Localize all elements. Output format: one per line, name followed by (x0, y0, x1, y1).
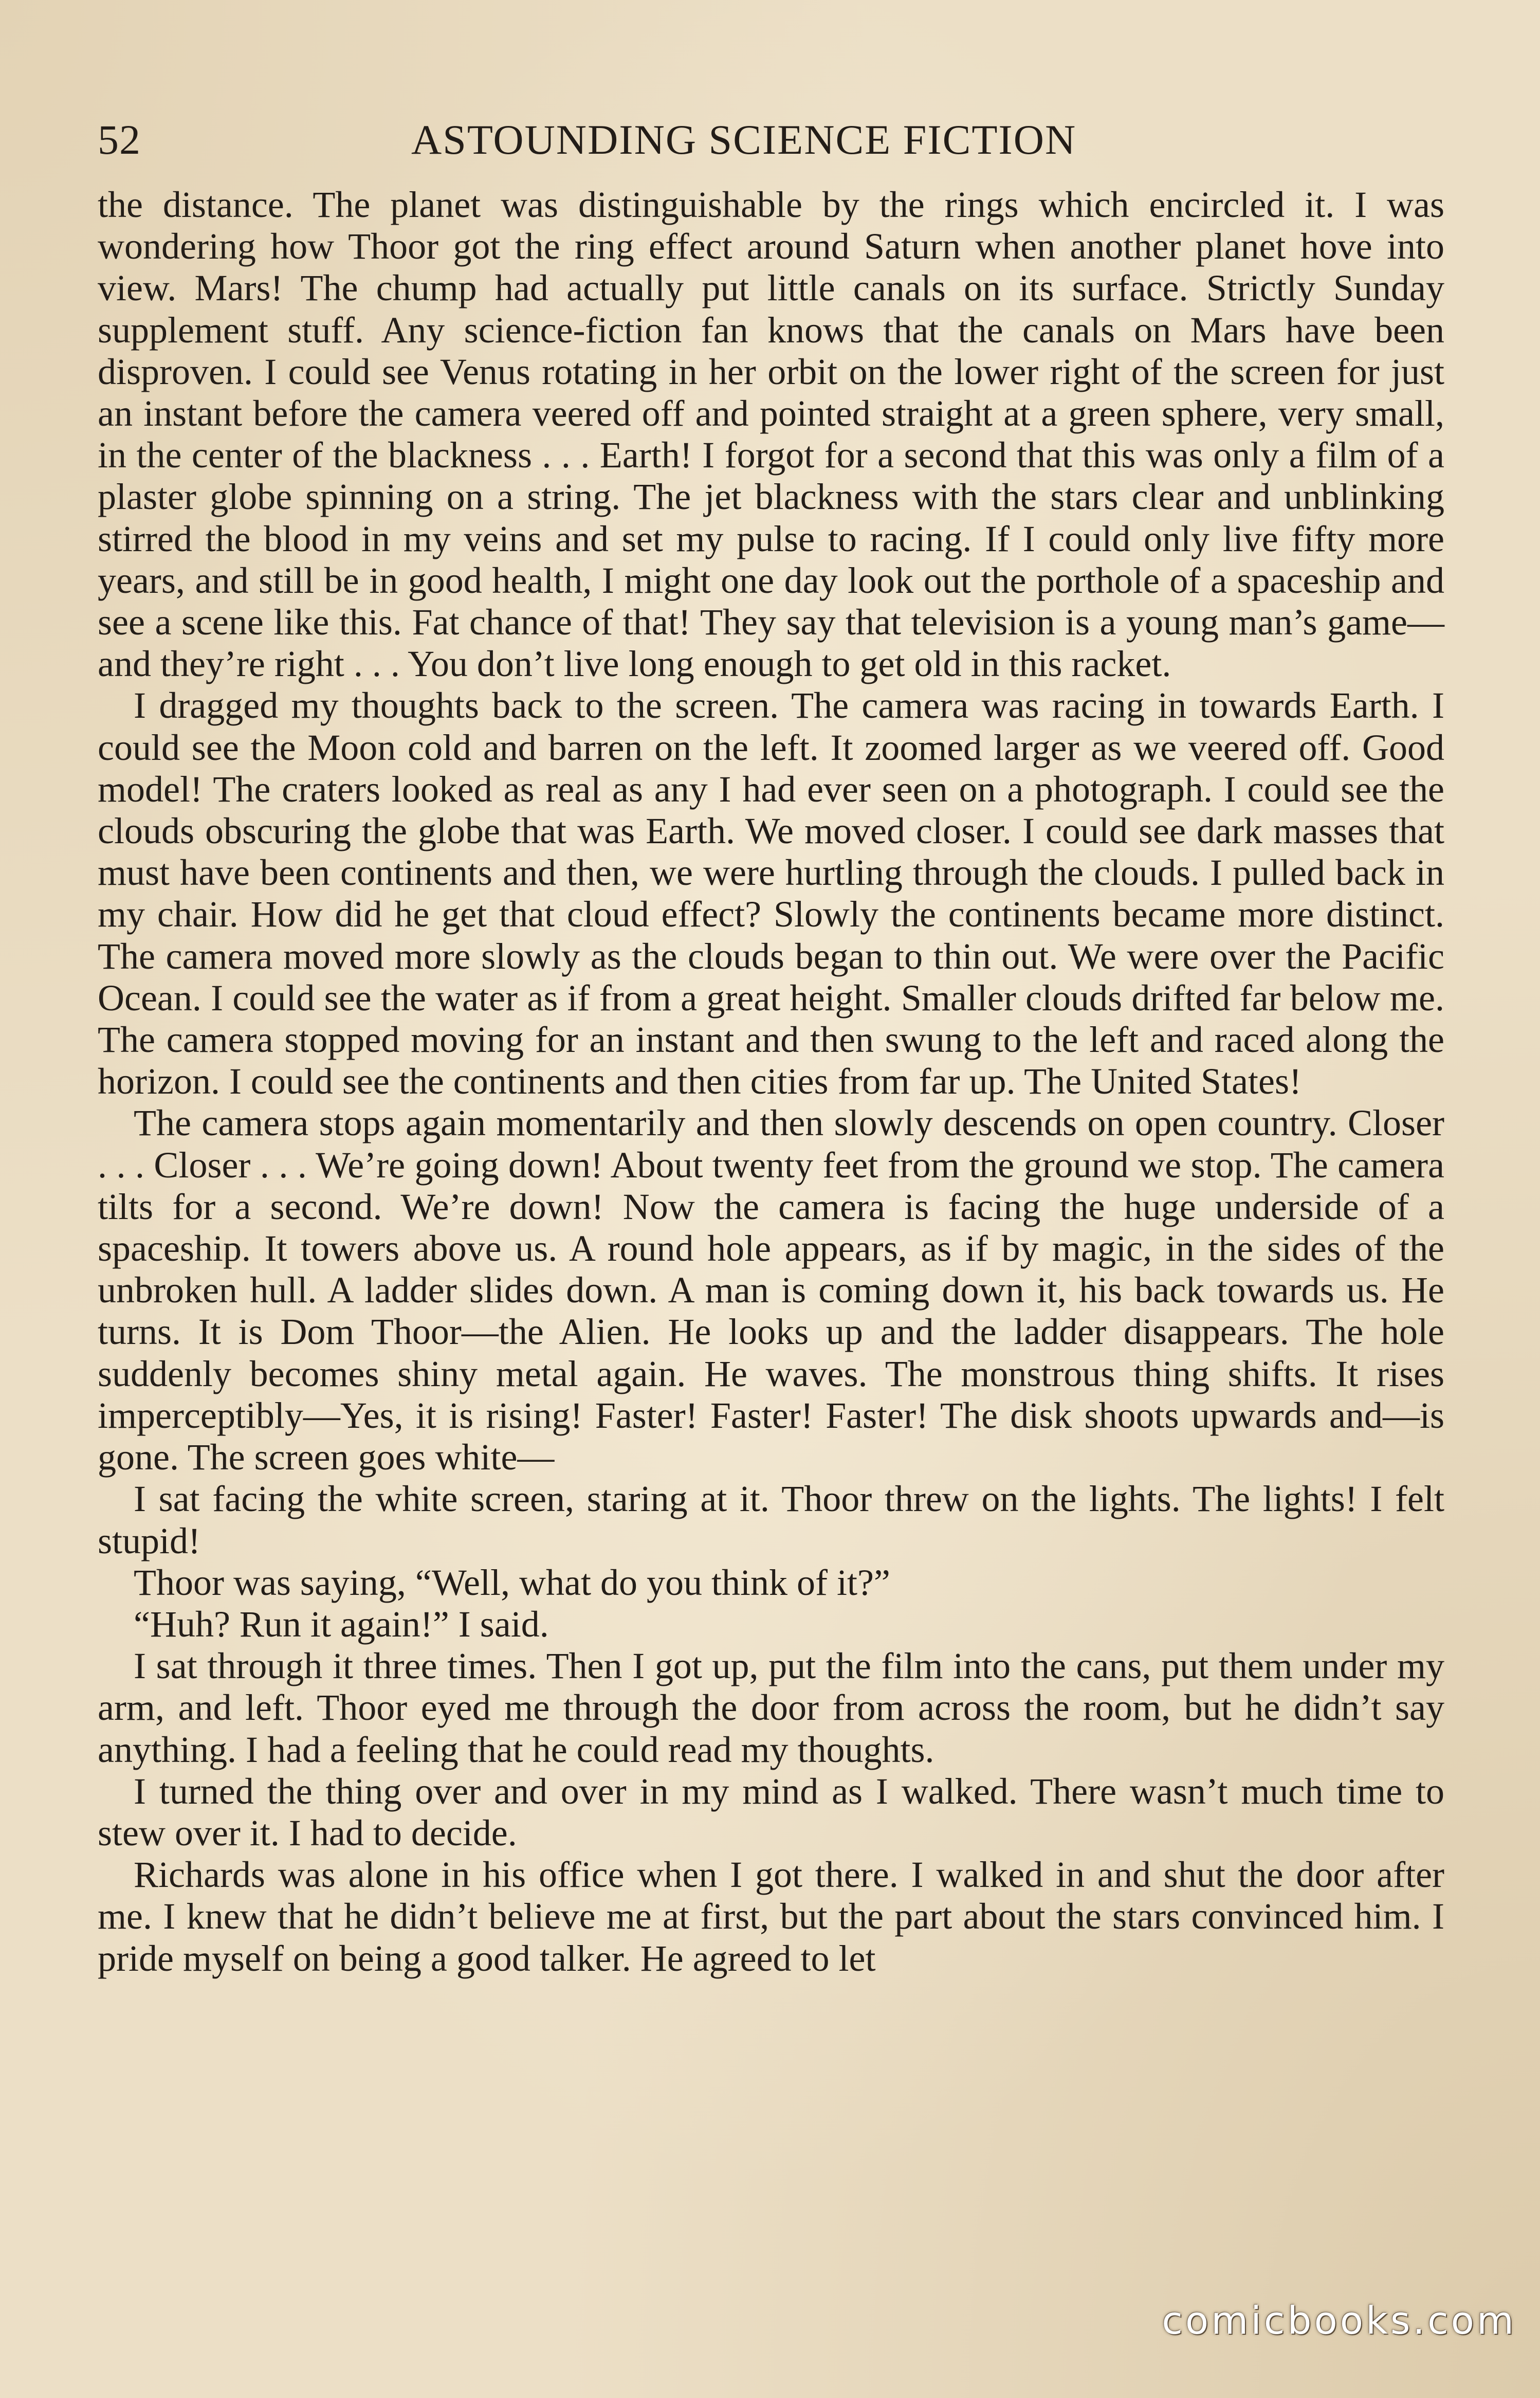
paragraph: Thoor was saying, “Well, what do you think of it?” (134, 1561, 890, 1603)
paragraph: I dragged my thoughts back to the screen. The camera was racing in towards Earth. I could see the Moon cold and barren on the left. It zoomed larger as we veered off. Good model! The craters looked as real as any I had ever seen on a photograph. I could see the clouds obscuring the globe that was Earth. We moved closer. I could see dark masses that must have been continents and then, we were hurtling through the clouds. I pulled back in my chair. How did he get that cloud effect? Slowly the continents became more distinct. The camera moved more slowly as the clouds began to thin out. We were over the Pacific Ocean. I could see the water as if from a great height. Smaller clouds drifted far below me. The camera stopped moving for an instant and then swung to the left and raced along the horizon. I could see the continents and then cities from far up. The United States! (98, 685, 1444, 1102)
running-title: ASTOUNDING SCIENCE FICTION (411, 116, 1077, 163)
paragraph: the distance. The planet was distinguishable by the rings which encircled it. I was wondering how Thoor got the ring effect around Saturn when another planet hove into view. Mars! The chump had actually put little canals on its surface. Strictly Sunday supplement stuff. Any science-fiction fan knows that the canals on Mars have been disproven. I could see Venus rotating in her orbit on the lower right of the screen for just an instant before the camera veered off and pointed straight at a green sphere, very small, in the center of the blackness . . . Earth! I forgot for a second that this was only a film of a plaster globe spinning on a string. The jet blackness with the stars clear and unblinking stirred the blood in my veins and set my pulse to racing. If I could only live fifty more years, and still be in good health, I might one day look out the porthole of a spaceship and see a scene like this. Fat chance of that! They say that television is a young man’s game—and they’re right . . . You don’t live long enough to get old in this racket. (98, 184, 1444, 685)
paragraph: “Huh? Run it again!” I said. (134, 1603, 549, 1645)
body-text (98, 184, 1444, 1979)
paragraph: The camera stops again momentarily and then slowly descends on open country. Closer . . . Closer . . . We’re going down! About twenty feet from the ground we stop. The camera tilts for a second. We’re down! Now the camera is facing the huge underside of a spaceship. It towers above us. A round hole appears, as if by magic, in the sides of the unbroken hull. A ladder slides down. A man is coming down it, his back towards us. He turns. It is Dom Thoor—the Alien. He looks up and the ladder disappears. The hole suddenly becomes shiny metal again. He waves. The monstrous thing shifts. It rises imperceptibly—Yes, it is rising! Faster! Faster! Faster! The disk shoots upwards and—is gone. The screen goes white— (98, 1102, 1444, 1478)
page-header (98, 109, 1444, 171)
paragraph: Richards was alone in his office when I got there. I walked in and shut the door after me. I knew that he didn’t believe me at first, but the part about the stars convinced him. I pride myself on being a good talker. He agreed to let (98, 1854, 1444, 1979)
paragraph: I turned the thing over and over in my mind as I walked. There wasn’t much time to stew over it. I had to decide. (98, 1770, 1444, 1854)
paragraph: I sat through it three times. Then I got up, put the film into the cans, put them under my arm, and left. Thoor eyed me through the door from across the room, but he didn’t say anything. I had a feeling that he could read my thoughts. (98, 1645, 1444, 1770)
watermark: comicbooks.com (1162, 2299, 1516, 2343)
page-number: 52 (98, 116, 141, 163)
paragraph: I sat facing the white screen, staring at it. Thoor threw on the lights. The lights! I felt stupid! (98, 1478, 1444, 1561)
